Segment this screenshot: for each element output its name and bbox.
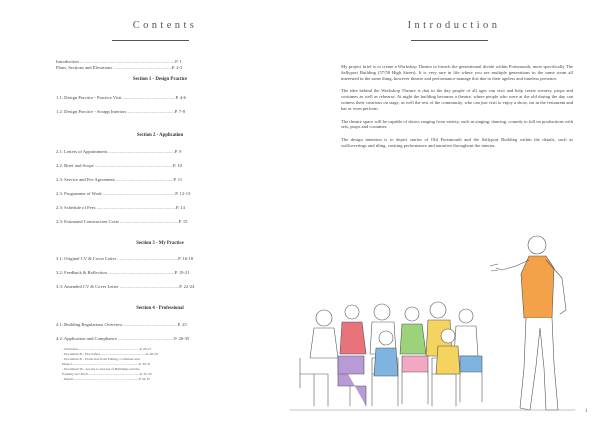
toc-subitem-detail[interactable]: - Detail............................................................................P 34-35 (62, 377, 150, 381)
toc-item-3-2[interactable]: 3.2: Feedback & Reflection ..........................................................P. 19-21 (56, 270, 190, 275)
intro-paragraph-2: The idea behind the Workshop Theatre is that in the day people of all ages can visit and help create scenery, props and costumes as well as rehearse. At night the building becomes a theatre, where people who were at the old during the day can witness their creations on stage, as well the rest of the community, who can just visit to enjoy a show, eat in the restaurant and bar or even perform. (341, 88, 573, 112)
toc-item-1-1[interactable]: 1.1: Design Practice - Practice Visit ..............................................P. 4-6 (56, 95, 186, 100)
section-heading-4: Section 4 - Professional (136, 306, 184, 311)
toc-item-1-2[interactable]: 1.2: Design Practice - Scrapp Interiors .........................................P. 7-8 (56, 109, 186, 114)
toc-item-2-3d[interactable]: 2.3: Estimated Construction Costs ...................................................P. 15 (56, 219, 188, 224)
page-number: 1 (585, 409, 588, 414)
toc-item-2-3b[interactable]: 2.3: Programme of Work ...............................................................P. 12-13 (56, 191, 191, 196)
contents-rule (112, 40, 189, 41)
toc-subitem-doc-k[interactable]: - Document K - Protection from Falling, Collisions and (62, 357, 140, 361)
introduction-heading: Introduction (407, 20, 501, 31)
toc-item-2-1[interactable]: 2.1: Letters of Appointment ..........................................................P. 9 (56, 149, 182, 154)
toc-item-4-1[interactable]: 4.1: Building Regulations Overview ...............................................P. 25 (56, 322, 187, 327)
toc-item-3-3[interactable]: 3.3: Amended CV & Cover Letter ....................................................P. 22-24 (56, 284, 195, 289)
toc-subitem-doc-k-cont[interactable]: Impact.............................................................................P. 30-31 (62, 362, 151, 366)
toc-item-2-3a[interactable]: 2.3: Service and Fee Agreement ..................................................P. 11 (56, 177, 183, 182)
presentation-illustration (280, 178, 580, 418)
toc-subitem-overview[interactable]: - Overview.......................................................................P. 26-27 (62, 347, 152, 351)
introduction-rule (411, 40, 488, 41)
toc-item-introduction[interactable]: Introduction ...................................................................................P. 1 (56, 59, 182, 64)
toc-subitem-doc-b[interactable]: - Document B - Fire Safety.....................................................P. 28-29 (62, 352, 158, 356)
toc-subitem-doc-m[interactable]: - Document M - Access to and use of Buildings and the (62, 367, 140, 371)
toc-item-2-2[interactable]: 2.2: Brief and Scope ....................................................................P. 10 (56, 163, 182, 168)
intro-paragraph-1: My project brief is to create a Workshop Theatre to breach the generational divide within Portsmouth, more specifically The Sallyport Building (57/58 High Street). It is very rare in life where you see multiple generations in the same room all interested in the same thing, however theatre and performance manage this due to their ageless and timeless presence. (341, 64, 573, 81)
presenter-figure (490, 236, 566, 410)
introduction-body (341, 64, 573, 155)
toc-subitem-doc-m-cont[interactable]: Equality Act 2010 ...........................................................P. 32-33 (62, 372, 152, 376)
intro-paragraph-4: The design intention is to depict stories of Old Portsmouth and the Sallyport Building within the details, such as wallcoverings and tiling, creating performance and narrative throughout the interior. (341, 136, 573, 148)
toc-item-plans[interactable]: Plans, Sections and Elevations ...................................................P. 2-3 (56, 65, 183, 70)
toc-item-2-3c[interactable]: 2.3: Schedule of Fees .....................................................................P. 14 (56, 205, 185, 210)
section-heading-3: Section 3 - My Practice (136, 241, 184, 246)
contents-heading: Contents (132, 20, 198, 31)
toc-item-3-1[interactable]: 3.1: Original CV & Cover Letter .....................................................P. 16-18 (56, 256, 194, 261)
toc-item-4-2[interactable]: 4.2: Application and Compliance .................................................P. 26-35 (56, 336, 190, 341)
section-heading-1: Section 1 - Design Practice (132, 77, 188, 82)
section-heading-2: Section 2 - Application (136, 133, 184, 138)
intro-paragraph-3: The theatre space will be capable of shows ranging from variety, such as singing, dancing, comedy to full on productions with sets, props and costumes. (341, 118, 573, 130)
